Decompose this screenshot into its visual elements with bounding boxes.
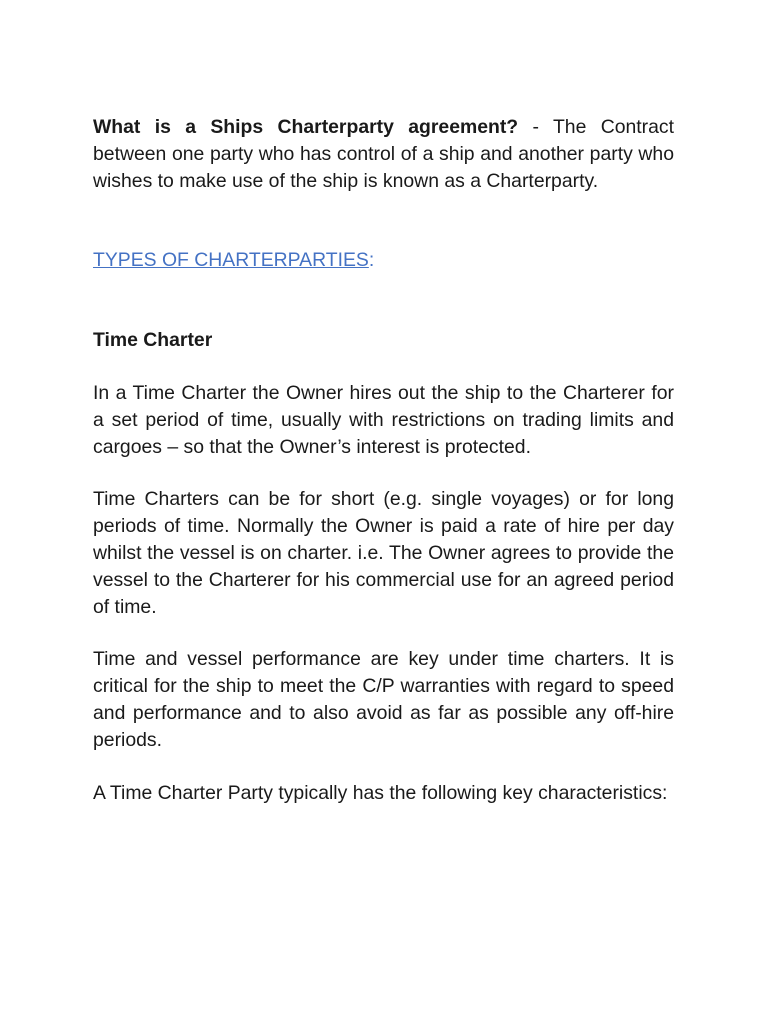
intro-answer: - The Contract between one party who has control of a ship and another party who wishes to make use of the ship is known as a Charterparty. (93, 116, 674, 192)
paragraph-duration: Time Charters can be for short (e.g. single voyages) or for long periods of time. Normally the Owner is paid a rate of hire per day whilst the vessel is on charter. i.e. The Owner agrees to provide the vessel to the Charterer for his commercial use for an agreed period of time. (93, 488, 674, 618)
section-title-time-charter: Time Charter (93, 329, 213, 352)
spacer (93, 194, 674, 247)
spacer (93, 754, 674, 780)
types-heading-link[interactable]: TYPES OF CHARTERPARTIES (93, 249, 369, 272)
paragraph-characteristics: A Time Charter Party typically has the following key characteristics: (93, 781, 668, 804)
paragraph-definition: In a Time Charter the Owner hires out the ship to the Charterer for a set period of time, usually with restrictions on trading limits and cargoes – so that the Owner’s interest is protected. (93, 381, 674, 458)
types-heading (93, 247, 674, 274)
spacer (93, 274, 674, 327)
spacer (93, 620, 674, 646)
paragraph-performance: Time and vessel performance are key under time charters. It is critical for the ship to meet the C/P warranties with regard to speed and performance and to also avoid as far as possible any off-hire periods. (93, 648, 674, 751)
spacer (93, 354, 674, 380)
intro-question: What is a Ships Charterparty agreement? (93, 116, 519, 138)
intro-paragraph (93, 114, 674, 194)
spacer (93, 460, 674, 486)
types-heading-colon: : (368, 249, 375, 272)
document-page (93, 114, 674, 806)
